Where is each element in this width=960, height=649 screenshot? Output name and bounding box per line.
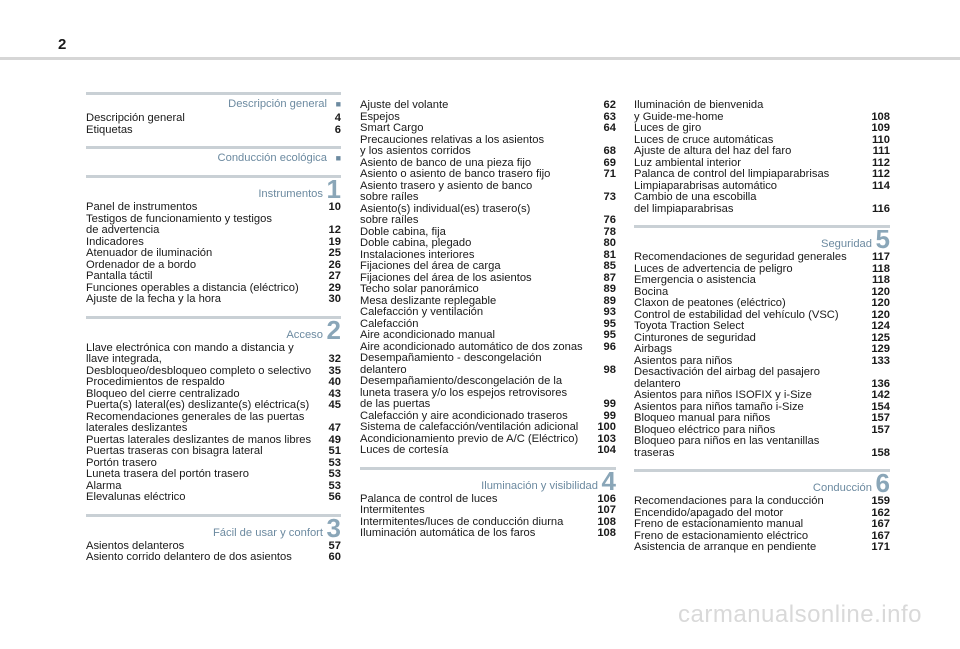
entry-page: 10 — [328, 201, 341, 213]
entry-page: 125 — [871, 331, 890, 344]
entry-title: Descripción general — [86, 112, 185, 124]
entry-page: 118 — [871, 262, 890, 275]
entry-page: 62 — [603, 99, 616, 111]
chapter-number: 1 — [326, 174, 341, 204]
entry-title: Asistencia de arranque en pendiente — [634, 541, 817, 553]
entry-title: Smart Cargo — [360, 122, 424, 134]
entry-page: 71 — [603, 168, 616, 180]
toc-entry[interactable] — [360, 422, 616, 434]
toc-entry[interactable] — [360, 181, 616, 204]
entry-page: 106 — [597, 492, 616, 505]
toc-entry[interactable] — [86, 377, 341, 389]
entry-page: 60 — [328, 551, 341, 563]
entry-page: 112 — [871, 156, 890, 169]
entry-page: 114 — [871, 179, 890, 192]
entry-title: Calefacción y aire acondicionado traseros — [360, 409, 568, 422]
toc-entry[interactable] — [360, 238, 616, 250]
toc-entry[interactable] — [86, 113, 341, 125]
entry-page: 133 — [871, 354, 890, 367]
toc-entry[interactable] — [634, 298, 890, 310]
toc-entry[interactable] — [634, 519, 890, 531]
toc-section — [86, 146, 341, 165]
entry-page: 108 — [597, 527, 616, 539]
entry-title: Indicadores — [86, 235, 144, 248]
entry-page: 95 — [603, 317, 616, 330]
entry-page: 108 — [597, 515, 616, 528]
entry-title: Desempañamiento/descongelación de la luneta trasera y/o los espejos retrovisores de las puertas — [360, 375, 568, 410]
toc-entry[interactable] — [360, 445, 616, 457]
section-header — [86, 512, 341, 543]
entry-title: Ajuste del volante — [360, 99, 449, 111]
entry-title: Luz ambiental interior — [634, 156, 741, 169]
entry-title: Luces de advertencia de peligro — [634, 262, 793, 275]
entry-title: Luces de giro — [634, 122, 702, 134]
entry-page: 27 — [328, 270, 341, 282]
toc-entry[interactable] — [634, 100, 890, 123]
chapter-number: 5 — [875, 224, 890, 254]
entry-page: 25 — [328, 247, 341, 259]
entry-page: 98 — [603, 363, 616, 376]
entry-page: 112 — [871, 168, 890, 180]
toc-entry[interactable] — [634, 367, 890, 390]
section-title: Fácil de usar y confort — [212, 526, 323, 539]
entry-page: 63 — [603, 110, 616, 123]
entry-title: Funciones operables a distancia (eléctrico) — [86, 281, 299, 294]
toc-entry[interactable] — [86, 469, 341, 481]
entry-title: Doble cabina, plegado — [360, 237, 472, 249]
entry-page: 171 — [871, 541, 890, 553]
entry-page: 110 — [871, 133, 890, 146]
entry-title: Ajuste de altura del haz del faro — [634, 145, 792, 157]
chapter-number: 2 — [326, 314, 341, 345]
toc-entry[interactable] — [86, 214, 341, 237]
entry-page: 142 — [871, 389, 890, 401]
entry-page: 129 — [871, 343, 890, 355]
toc-entry[interactable] — [634, 542, 890, 554]
entry-page: 53 — [328, 479, 341, 492]
entry-title: Calefacción y ventilación — [360, 306, 484, 318]
toc-entry[interactable] — [360, 284, 616, 296]
toc-entry[interactable] — [86, 248, 341, 260]
entry-title: Asiento corrido delantero de dos asientos — [86, 551, 292, 563]
entry-page: 120 — [871, 285, 890, 298]
entry-title: Pantalla táctil — [86, 270, 153, 282]
section-title: Descripción general — [228, 98, 327, 110]
entry-title: Ordenador de a bordo — [86, 258, 197, 271]
entry-title: Llave electrónica con mando a distancia y llave integrada, — [86, 341, 294, 365]
entry-page: 76 — [603, 214, 616, 226]
page-number: 2 — [58, 36, 67, 53]
entry-title: Asientos para niños — [634, 354, 733, 367]
section-header — [86, 92, 341, 111]
toc-entry[interactable] — [360, 528, 616, 540]
entry-title: Espejos — [360, 110, 400, 123]
entry-title: Cinturones de seguridad — [634, 331, 756, 344]
entry-title: Iluminación de bienvenida y Guide-me-home — [634, 99, 764, 123]
chapter-number: 6 — [875, 468, 890, 498]
entry-title: Aire acondicionado automático de dos zonas — [360, 340, 583, 353]
entry-page: 57 — [328, 539, 341, 552]
entry-page: 104 — [597, 444, 616, 456]
toc-entry[interactable] — [634, 321, 890, 333]
entry-page: 100 — [597, 421, 616, 433]
entry-title: Acondicionamiento previo de A/C (Eléctrico) — [360, 432, 579, 445]
entry-page: 26 — [328, 258, 341, 271]
entry-title: Luces de cortesía — [360, 444, 449, 456]
entry-title: Precauciones relativas a los asientos y los asientos corridos — [360, 133, 545, 157]
toc-entry[interactable] — [86, 492, 341, 504]
entry-page: 64 — [603, 122, 616, 134]
entry-title: Instalaciones interiores — [360, 248, 475, 261]
section-header — [634, 224, 890, 254]
entry-page: 53 — [328, 456, 341, 469]
entry-title: Bocina — [634, 285, 669, 298]
entry-page: 117 — [871, 251, 890, 263]
entry-page: 116 — [871, 202, 890, 215]
entry-page: 47 — [328, 422, 341, 434]
entry-title: Etiquetas — [86, 123, 133, 136]
toc-entry[interactable] — [634, 496, 890, 508]
entry-title: Luneta trasera del portón trasero — [86, 468, 249, 480]
entry-title: Asientos para niños ISOFIX y i-Size — [634, 389, 812, 401]
entry-page: 120 — [871, 308, 890, 321]
toc-entry[interactable] — [86, 552, 341, 564]
entry-title: Ajuste de la fecha y la hora — [86, 293, 221, 305]
section-title: Conducción ecológica — [217, 152, 327, 164]
entry-page: 93 — [603, 306, 616, 318]
entry-page: 99 — [603, 409, 616, 422]
section-marker-icon: ■ — [335, 153, 341, 163]
toc-entry[interactable] — [86, 343, 341, 366]
toc-column-3 — [634, 100, 890, 564]
entry-title: Desempañamiento - descongelación delantero — [360, 352, 542, 376]
entry-title: Puerta(s) lateral(es) deslizante(s) eléctrica(s) — [86, 399, 310, 411]
entry-title: Recomendaciones generales de las puertas laterales deslizantes — [86, 410, 305, 434]
entry-title: Emergencia o asistencia — [634, 274, 756, 286]
entry-page: 6 — [334, 123, 341, 136]
toc-entry[interactable] — [360, 100, 616, 112]
entry-page: 136 — [871, 377, 890, 390]
section-title: Iluminación y visibilidad — [481, 479, 598, 492]
entry-page: 107 — [597, 504, 616, 516]
entry-title: Atenuador de iluminación — [86, 247, 213, 259]
toc-entry[interactable] — [86, 400, 341, 412]
entry-title: Procedimientos de respaldo — [86, 376, 225, 388]
toc-entry[interactable] — [86, 294, 341, 306]
toc-section — [86, 316, 341, 504]
entry-page: 108 — [871, 110, 890, 123]
section-header — [360, 465, 616, 496]
entry-page: 40 — [328, 376, 341, 388]
section-header — [86, 174, 341, 204]
entry-title: Airbags — [634, 343, 672, 355]
entry-title: Asiento trasero y asiento de banco sobre raíles — [360, 179, 533, 203]
entry-page: 49 — [328, 433, 341, 446]
toc-entry[interactable] — [360, 169, 616, 181]
section-title: Seguridad — [820, 238, 872, 250]
entry-title: Bloqueo del cierre centralizado — [86, 387, 240, 400]
entry-title: Mesa deslizante replegable — [360, 294, 497, 307]
entry-title: Iluminación automática de los faros — [360, 527, 536, 539]
entry-title: Claxon de peatones (eléctrico) — [634, 297, 786, 309]
header-divider — [0, 57, 960, 60]
toc-entry[interactable] — [634, 169, 890, 181]
toc-entry[interactable] — [86, 125, 341, 137]
entry-page: 120 — [871, 297, 890, 309]
entry-title: Fijaciones del área de carga — [360, 260, 501, 272]
entry-page: 99 — [603, 398, 616, 410]
entry-title: Limpiaparabrisas automático — [634, 179, 778, 192]
entry-title: Asiento(s) individual(es) trasero(s) sobre raíles — [360, 202, 531, 226]
entry-page: 35 — [328, 364, 341, 377]
watermark: carmanualsonline.info — [678, 601, 922, 628]
entry-title: Panel de instrumentos — [86, 201, 198, 213]
toc-section — [86, 92, 341, 136]
entry-page: 19 — [328, 235, 341, 248]
entry-title: Asientos para niños tamaño i-Size — [634, 400, 804, 413]
entry-page: 12 — [328, 224, 341, 236]
toc-entry[interactable] — [634, 390, 890, 402]
toc-entry[interactable] — [634, 436, 890, 459]
section-header — [86, 314, 341, 345]
entry-page: 87 — [603, 271, 616, 284]
entry-page: 162 — [871, 506, 890, 519]
entry-title: Encendido/apagado del motor — [634, 506, 784, 519]
toc-entry[interactable] — [360, 330, 616, 342]
entry-page: 4 — [334, 112, 341, 124]
entry-page: 69 — [603, 156, 616, 169]
toc-entry[interactable] — [360, 204, 616, 227]
entry-title: Fijaciones del área de los asientos — [360, 271, 532, 284]
entry-title: Testigos de funcionamiento y testigos de advertencia — [86, 212, 272, 236]
entry-title: Freno de estacionamiento manual — [634, 518, 804, 530]
entry-page: 68 — [603, 145, 616, 157]
entry-title: Luces de cruce automáticas — [634, 133, 774, 146]
section-header — [634, 468, 890, 498]
entry-title: Recomendaciones de seguridad generales — [634, 251, 847, 263]
entry-title: Toyota Traction Select — [634, 320, 745, 332]
entry-title: Doble cabina, fija — [360, 225, 446, 238]
toc-section — [634, 225, 890, 459]
entry-title: Calefacción — [360, 317, 419, 330]
entry-page: 167 — [871, 529, 890, 542]
toc-section — [634, 469, 890, 554]
toc-entry[interactable] — [360, 307, 616, 319]
toc-entry[interactable] — [634, 344, 890, 356]
entry-page: 81 — [603, 248, 616, 261]
toc-entry[interactable] — [360, 505, 616, 517]
toc-section — [86, 175, 341, 306]
entry-title: Intermitentes — [360, 504, 425, 516]
entry-page: 158 — [871, 446, 890, 459]
toc-entry[interactable] — [360, 135, 616, 158]
section-title: Acceso — [286, 328, 323, 341]
entry-title: Bloqueo eléctrico para niños — [634, 423, 776, 436]
entry-title: Recomendaciones para la conducción — [634, 495, 824, 507]
toc-entry[interactable] — [360, 123, 616, 135]
entry-page: 53 — [328, 468, 341, 480]
toc-entry[interactable] — [86, 446, 341, 458]
entry-page: 78 — [603, 225, 616, 238]
entry-title: Aire acondicionado manual — [360, 329, 495, 341]
chapter-number: 4 — [601, 465, 616, 496]
entry-page: 154 — [871, 400, 890, 413]
toc-column-1 — [86, 92, 341, 574]
entry-page: 95 — [603, 329, 616, 341]
entry-page: 73 — [603, 191, 616, 203]
toc-entry[interactable] — [634, 333, 890, 345]
entry-page: 167 — [871, 518, 890, 530]
toc-entry[interactable] — [634, 123, 890, 135]
toc-entry[interactable] — [634, 275, 890, 287]
entry-page: 32 — [328, 353, 341, 365]
toc-entry[interactable] — [360, 261, 616, 273]
entry-title: Puertas laterales deslizantes de manos libres — [86, 433, 312, 446]
entry-page: 109 — [871, 122, 890, 134]
entry-title: Palanca de control del limpiaparabrisas — [634, 168, 830, 180]
toc-entry[interactable] — [634, 252, 890, 264]
entry-title: Elevalunas eléctrico — [86, 491, 186, 503]
entry-page: 56 — [328, 491, 341, 503]
entry-title: Puertas traseras con bisagra lateral — [86, 445, 263, 457]
entry-page: 157 — [871, 412, 890, 424]
entry-page: 103 — [597, 432, 616, 445]
toc-entry[interactable] — [634, 192, 890, 215]
toc-entry[interactable] — [86, 271, 341, 283]
entry-title: Freno de estacionamiento eléctrico — [634, 529, 809, 542]
entry-page: 124 — [871, 320, 890, 332]
toc-section — [360, 100, 616, 457]
entry-page: 51 — [328, 445, 341, 457]
section-title: Conducción — [812, 482, 872, 494]
entry-page: 43 — [328, 387, 341, 400]
entry-page: 29 — [328, 281, 341, 294]
entry-title: Techo solar panorámico — [360, 283, 479, 295]
section-header — [86, 146, 341, 165]
toc-entry[interactable] — [86, 412, 341, 435]
entry-page: 157 — [871, 423, 890, 436]
entry-page: 118 — [871, 274, 890, 286]
entry-title: Bloqueo para niños en las ventanillas traseras — [634, 435, 820, 459]
entry-page: 89 — [603, 283, 616, 295]
toc-section — [634, 100, 890, 215]
toc-entry[interactable] — [634, 146, 890, 158]
toc-entry[interactable] — [86, 202, 341, 214]
entry-title: Asientos delanteros — [86, 539, 185, 552]
entry-title: Palanca de control de luces — [360, 492, 498, 505]
section-title: Instrumentos — [258, 188, 323, 200]
entry-title: Cambio de una escobilla del limpiaparabrisas — [634, 191, 757, 215]
entry-title: Desbloqueo/desbloqueo completo o selectivo — [86, 364, 312, 377]
toc-column-2 — [360, 100, 616, 550]
entry-title: Portón trasero — [86, 456, 157, 469]
entry-page: 111 — [872, 145, 890, 157]
entry-title: Bloqueo manual para niños — [634, 412, 771, 424]
entry-title: Control de estabilidad del vehículo (VSC) — [634, 308, 839, 321]
entry-page: 96 — [603, 340, 616, 353]
entry-title: Intermitentes/luces de conducción diurna — [360, 515, 564, 528]
entry-page: 30 — [328, 293, 341, 305]
entry-title: Alarma — [86, 479, 122, 492]
entry-page: 85 — [603, 260, 616, 272]
toc-entry[interactable] — [360, 353, 616, 376]
section-marker-icon: ■ — [335, 99, 341, 109]
entry-title: Asiento de banco de una pieza fijo — [360, 156, 532, 169]
chapter-number: 3 — [326, 512, 341, 543]
entry-title: Desactivación del airbag del pasajero delantero — [634, 366, 820, 390]
entry-title: Sistema de calefacción/ventilación adicional — [360, 421, 579, 433]
entry-title: Asiento o asiento de banco trasero fijo — [360, 168, 551, 180]
entry-page: 159 — [871, 495, 890, 507]
toc-entry[interactable] — [360, 376, 616, 411]
toc-section — [86, 514, 341, 564]
entry-page: 89 — [603, 294, 616, 307]
entry-page: 80 — [603, 237, 616, 249]
toc-section — [360, 467, 616, 540]
toc-entry[interactable] — [634, 413, 890, 425]
entry-page: 45 — [328, 399, 341, 411]
